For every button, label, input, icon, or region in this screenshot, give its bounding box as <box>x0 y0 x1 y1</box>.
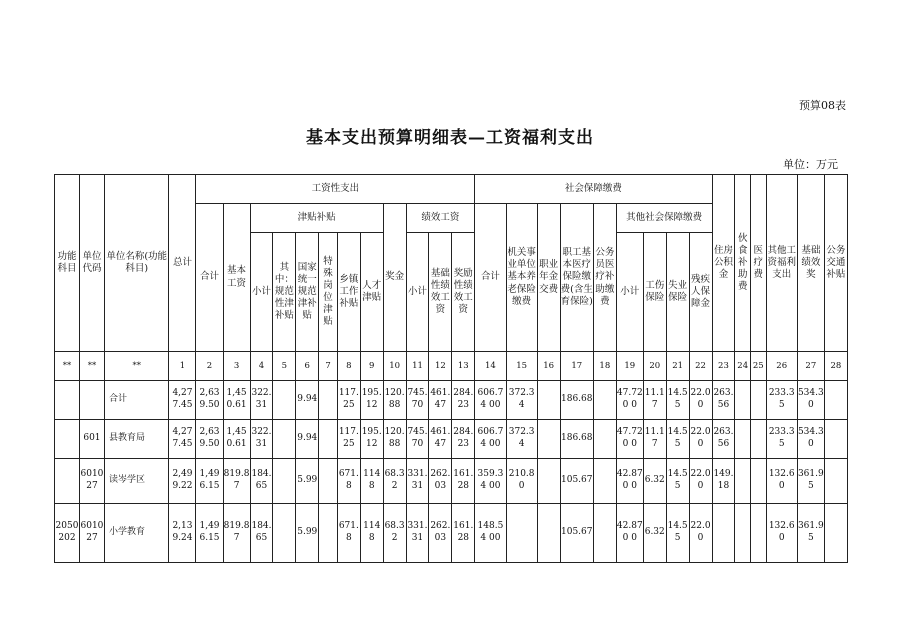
table-cell <box>319 459 338 504</box>
index-cell: 28 <box>824 352 847 381</box>
table-cell: 186.68 <box>560 381 593 420</box>
table-cell <box>273 420 296 459</box>
header-func-subject: 功能科目 <box>55 175 80 352</box>
table-cell: 322.31 <box>250 420 273 459</box>
header-allow-township: 乡镇工作补贴 <box>337 233 360 352</box>
table-cell: 120.88 <box>383 420 406 459</box>
table-cell <box>735 420 751 459</box>
table-cell <box>273 381 296 420</box>
index-cell: 22 <box>689 352 712 381</box>
header-social-group: 社会保障缴费 <box>475 175 712 204</box>
index-cell: ** <box>55 352 80 381</box>
table-cell: 11.17 <box>643 381 666 420</box>
index-cell: 18 <box>593 352 616 381</box>
unit-label: 单位：万元 <box>783 158 838 171</box>
table-cell: 210.80 <box>506 459 537 504</box>
header-other-wage: 其他工资福利支出 <box>766 175 797 352</box>
table-cell <box>319 504 338 563</box>
index-cell: 6 <box>296 352 319 381</box>
table-cell: 1,496.15 <box>196 459 223 504</box>
table-cell <box>751 381 767 420</box>
table-cell: 359.34 00 <box>475 459 506 504</box>
header-perf-group: 绩效工资 <box>406 204 475 233</box>
table-cell: 148.54 00 <box>475 504 506 563</box>
header-allow-subtotal: 小计 <box>250 233 273 352</box>
index-cell: 21 <box>666 352 689 381</box>
header-allow-talent: 人才津贴 <box>360 233 383 352</box>
table-cell: 2,139.24 <box>169 504 196 563</box>
table-cell: 读岑学区 <box>104 459 169 504</box>
header-annuity: 职业年金交费 <box>537 204 560 352</box>
table-cell: 6.32 <box>643 504 666 563</box>
table-cell: 42.870 0 <box>616 459 643 504</box>
table-cell <box>319 381 338 420</box>
table-row <box>55 420 848 459</box>
table-cell <box>55 381 80 420</box>
header-unit-name: 单位名称(功能科目) <box>104 175 169 352</box>
table-cell: 262.03 <box>429 504 452 563</box>
table-cell <box>751 504 767 563</box>
table-cell: 9.94 <box>296 381 319 420</box>
table-cell: 195.12 <box>360 420 383 459</box>
table-cell <box>506 504 537 563</box>
header-other-social-group: 其他社会保障缴费 <box>616 204 712 233</box>
index-cell: 8 <box>337 352 360 381</box>
table-cell: 132.60 <box>766 459 797 504</box>
table-cell: 47.720 0 <box>616 420 643 459</box>
table-cell <box>735 504 751 563</box>
index-cell: 3 <box>223 352 250 381</box>
header-allow-standard: 其中：规范性津补贴 <box>273 233 296 352</box>
header-basic-wage: 基本工资 <box>223 204 250 352</box>
index-cell: 14 <box>475 352 506 381</box>
table-cell: 68.32 <box>383 504 406 563</box>
index-cell: 27 <box>797 352 824 381</box>
header-transport: 公务交通补贴 <box>824 175 847 352</box>
table-cell: 合计 <box>104 381 169 420</box>
table-cell: 372.34 <box>506 381 537 420</box>
table-cell: 14.55 <box>666 381 689 420</box>
table-cell: 小学教育 <box>104 504 169 563</box>
index-cell: 5 <box>273 352 296 381</box>
table-cell: 47.720 0 <box>616 381 643 420</box>
header-wage-group: 工资性支出 <box>196 175 475 204</box>
header-social-total: 合计 <box>475 204 506 352</box>
table-cell: 14.55 <box>666 459 689 504</box>
index-cell: 11 <box>406 352 429 381</box>
budget-table <box>54 174 848 563</box>
index-cell: 15 <box>506 352 537 381</box>
index-cell: 9 <box>360 352 383 381</box>
index-cell: 23 <box>712 352 735 381</box>
index-row <box>55 352 848 381</box>
table-cell: 819.87 <box>223 459 250 504</box>
table-cell <box>735 459 751 504</box>
header-injury: 工伤保险 <box>643 233 666 352</box>
table-cell: 671.8 <box>337 504 360 563</box>
header-allowance-group: 津贴补贴 <box>250 204 383 233</box>
table-cell: 606.74 00 <box>475 381 506 420</box>
table-cell: 42.870 0 <box>616 504 643 563</box>
index-cell: 19 <box>616 352 643 381</box>
table-cell: 606.74 00 <box>475 420 506 459</box>
table-cell: 149.18 <box>712 459 735 504</box>
header-disabled: 残疾人保障金 <box>689 233 712 352</box>
table-cell: 县教育局 <box>104 420 169 459</box>
index-cell: ** <box>104 352 169 381</box>
table-cell: 1148 <box>360 504 383 563</box>
header-meal: 伙食补助费 <box>735 175 751 352</box>
table-cell: 361.95 <box>797 459 824 504</box>
table-cell: 184.65 <box>250 459 273 504</box>
table-cell: 284.23 <box>452 420 475 459</box>
table-cell <box>824 459 847 504</box>
table-cell: 4,277.45 <box>169 420 196 459</box>
table-cell <box>593 381 616 420</box>
table-cell <box>537 459 560 504</box>
header-unemployment: 失业保险 <box>666 233 689 352</box>
header-row-1 <box>55 175 848 204</box>
header-unit-code: 单位代码 <box>79 175 104 352</box>
table-cell <box>537 420 560 459</box>
table-cell <box>712 504 735 563</box>
index-cell: 2 <box>196 352 223 381</box>
table-cell: 262.03 <box>429 459 452 504</box>
index-cell: 4 <box>250 352 273 381</box>
table-cell <box>751 420 767 459</box>
table-cell: 361.95 <box>797 504 824 563</box>
table-cell: 2,639.50 <box>196 381 223 420</box>
table-cell: 534.30 <box>797 420 824 459</box>
table-cell: 161.28 <box>452 459 475 504</box>
header-pension: 机关事业单位基本养老保险缴费 <box>506 204 537 352</box>
index-cell: 25 <box>751 352 767 381</box>
table-cell: 186.68 <box>560 420 593 459</box>
table-cell: 4,277.45 <box>169 381 196 420</box>
header-civil-medical: 公务员医疗补助缴费 <box>593 204 616 352</box>
index-cell: 7 <box>319 352 338 381</box>
table-cell: 117.25 <box>337 381 360 420</box>
table-cell: 263.56 <box>712 381 735 420</box>
table-cell: 233.35 <box>766 420 797 459</box>
table-row <box>55 381 848 420</box>
table-cell: 5.99 <box>296 504 319 563</box>
table-row <box>55 459 848 504</box>
table-cell: 322.31 <box>250 381 273 420</box>
index-cell: 10 <box>383 352 406 381</box>
header-allow-special: 特殊岗位津贴 <box>319 233 338 352</box>
header-total: 总计 <box>169 175 196 352</box>
table-cell: 195.12 <box>360 381 383 420</box>
table-cell: 2,499.22 <box>169 459 196 504</box>
form-number: 预算08表 <box>799 99 846 112</box>
table-cell: 120.88 <box>383 381 406 420</box>
table-cell <box>55 420 80 459</box>
index-cell: 20 <box>643 352 666 381</box>
header-perf-subtotal: 小计 <box>406 233 429 352</box>
index-cell: 13 <box>452 352 475 381</box>
table-cell: 1,450.61 <box>223 381 250 420</box>
index-cell: 12 <box>429 352 452 381</box>
table-cell <box>824 504 847 563</box>
table-cell: 22.00 <box>689 459 712 504</box>
table-cell: 184.65 <box>250 504 273 563</box>
index-cell: 26 <box>766 352 797 381</box>
index-cell: 17 <box>560 352 593 381</box>
table-cell: 14.55 <box>666 504 689 563</box>
table-cell: 601 <box>79 420 104 459</box>
table-cell <box>751 459 767 504</box>
table-cell: 1,496.15 <box>196 504 223 563</box>
header-wage-total: 合计 <box>196 204 223 352</box>
header-perf-basic: 基础性绩效工资 <box>429 233 452 352</box>
table-cell: 284.23 <box>452 381 475 420</box>
table-cell <box>824 420 847 459</box>
table-cell: 6.32 <box>643 459 666 504</box>
table-cell: 105.67 <box>560 459 593 504</box>
table-cell: 372.34 <box>506 420 537 459</box>
table-cell <box>537 381 560 420</box>
index-cell: 16 <box>537 352 560 381</box>
table-cell: 461.47 <box>429 420 452 459</box>
index-cell: 1 <box>169 352 196 381</box>
table-cell: 9.94 <box>296 420 319 459</box>
index-cell: ** <box>79 352 104 381</box>
table-cell: 263.56 <box>712 420 735 459</box>
table-cell <box>537 504 560 563</box>
index-cell: 24 <box>735 352 751 381</box>
table-cell: 2050202 <box>55 504 80 563</box>
header-medical: 职工基本医疗保险缴费(含生育保险) <box>560 204 593 352</box>
table-cell: 22.00 <box>689 381 712 420</box>
table-cell <box>273 504 296 563</box>
table-cell: 117.25 <box>337 420 360 459</box>
table-cell: 461.47 <box>429 381 452 420</box>
table-cell: 22.00 <box>689 420 712 459</box>
table-cell: 5.99 <box>296 459 319 504</box>
table-cell: 601027 <box>79 504 104 563</box>
table-cell: 331.31 <box>406 459 429 504</box>
table-cell <box>593 504 616 563</box>
table-cell: 161.28 <box>452 504 475 563</box>
table-cell: 601027 <box>79 459 104 504</box>
table-cell: 22.00 <box>689 504 712 563</box>
table-cell: 132.60 <box>766 504 797 563</box>
table-cell: 819.87 <box>223 504 250 563</box>
table-row <box>55 504 848 563</box>
page-title: 基本支出预算明细表—工资福利支出 <box>306 128 594 148</box>
table-cell <box>319 420 338 459</box>
table-cell: 14.55 <box>666 420 689 459</box>
header-perf-reward: 奖励性绩效工资 <box>452 233 475 352</box>
table-cell: 331.31 <box>406 504 429 563</box>
table-cell: 11.17 <box>643 420 666 459</box>
header-housing: 住房公积金 <box>712 175 735 352</box>
header-medical-fee: 医疗费 <box>751 175 767 352</box>
table-cell <box>55 459 80 504</box>
table-cell: 1148 <box>360 459 383 504</box>
table-cell: 1,450.61 <box>223 420 250 459</box>
table-cell <box>593 420 616 459</box>
table-cell <box>735 381 751 420</box>
table-cell: 671.8 <box>337 459 360 504</box>
table-cell <box>273 459 296 504</box>
header-bonus: 奖金 <box>383 204 406 352</box>
table-cell: 68.32 <box>383 459 406 504</box>
table-cell <box>593 459 616 504</box>
table-cell <box>824 381 847 420</box>
header-basic-perf-bonus: 基础绩效奖 <box>797 175 824 352</box>
table-cell: 233.35 <box>766 381 797 420</box>
header-other-subtotal: 小计 <box>616 233 643 352</box>
table-cell: 2,639.50 <box>196 420 223 459</box>
table-cell <box>79 381 104 420</box>
table-cell: 745.70 <box>406 420 429 459</box>
header-allow-national: 国家统一规范津补贴 <box>296 233 319 352</box>
table-cell: 105.67 <box>560 504 593 563</box>
table-cell: 534.30 <box>797 381 824 420</box>
table-cell: 745.70 <box>406 381 429 420</box>
